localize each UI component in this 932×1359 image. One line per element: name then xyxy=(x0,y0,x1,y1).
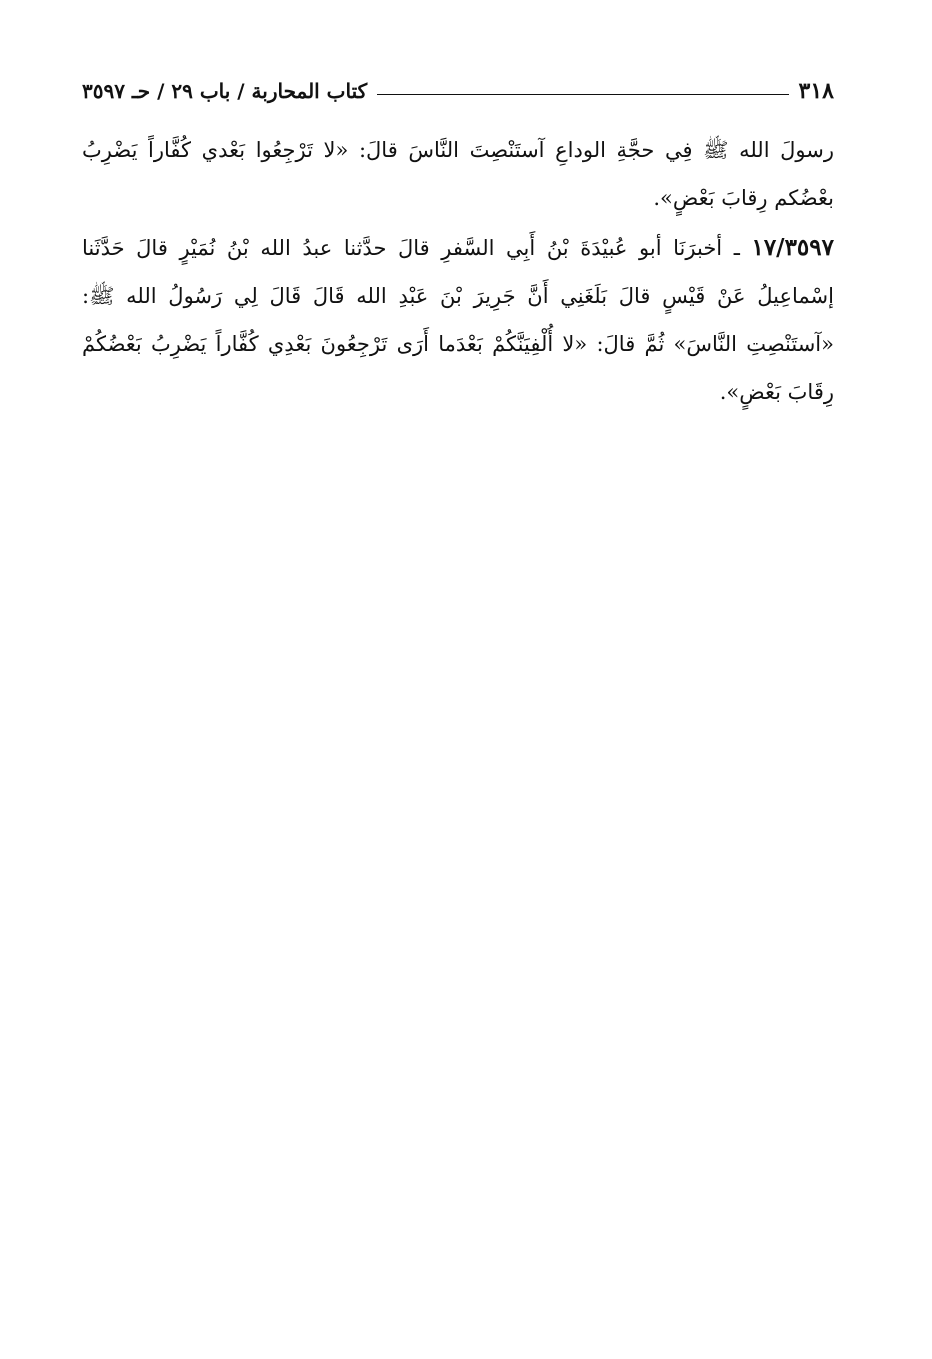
paragraph-hadith-3597 xyxy=(82,224,834,416)
page-header xyxy=(82,74,834,108)
hadith-number: ١٧/٣٥٩٧ xyxy=(751,234,834,261)
paragraph-text: رسولَ الله ﷺ فِي حجَّةِ الوداعِ آستَنْصِتَ النَّاسَ قالَ: «لا تَرْجِعُوا بَعْدي كُفَّاراً يَضْرِبُ بعْضُكم رِقابَ بَعْضٍ». xyxy=(82,138,834,210)
page-body xyxy=(82,126,834,416)
paragraph-continuation xyxy=(82,126,834,222)
paragraph-text: ـ أخبرَنَا أبو عُبيْدَةَ بْنُ أَبِي السَّفرِ قالَ حدَّثنا عبدُ الله بْنُ نُمَيْرٍ قالَ حَدَّثَنا إسْماعِيلُ عَنْ قَيْسٍ قالَ بَلَغَنِي أَنَّ جَرِيرَ بْنَ عَبْدِ الله قَالَ قَالَ لِي رَسُولُ الله ﷺ: «آستَنْصِتِ النَّاسَ» ثُمَّ قالَ: «لا أُلْفِيَنَّكُمْ بَعْدَما أَرَى تَرْجِعُونَ بَعْدِي كُفَّاراً يَضْرِبُ بَعْضُكُمْ رِقَابَ بَعْضٍ». xyxy=(82,236,834,404)
header-rule xyxy=(377,94,788,95)
running-title: كتاب المحاربة / باب ٢٩ / حـ ٣٥٩٧ xyxy=(82,79,368,103)
page-number: ٣١٨ xyxy=(798,78,834,104)
